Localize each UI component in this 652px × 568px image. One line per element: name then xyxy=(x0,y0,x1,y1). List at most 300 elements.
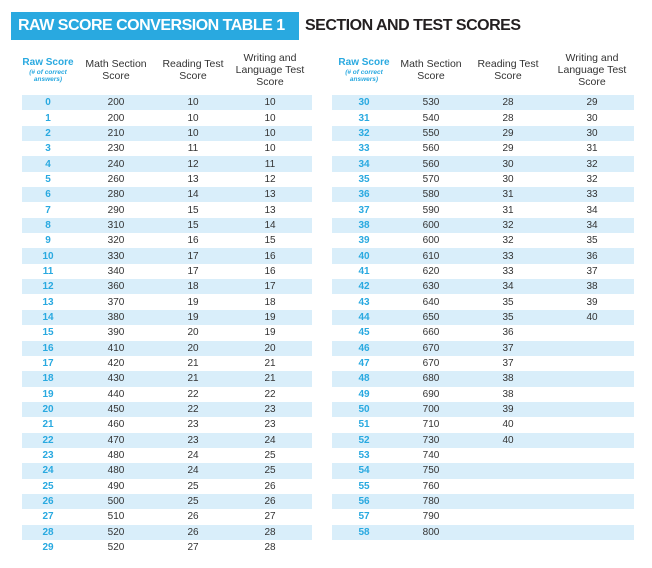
math-score-cell: 390 xyxy=(107,327,125,339)
reading-score-cell: 22 xyxy=(187,388,199,400)
raw-score-cell: 25 xyxy=(42,480,54,492)
table-row xyxy=(22,356,312,371)
table-row xyxy=(332,387,634,402)
math-score-cell: 370 xyxy=(107,296,125,308)
writing-score-cell: 32 xyxy=(586,173,598,185)
writing-score-cell xyxy=(550,463,634,478)
reading-score-cell: 34 xyxy=(466,279,550,294)
reading-score-cell: 31 xyxy=(466,187,550,202)
raw-score-cell: 39 xyxy=(358,235,370,247)
table-row xyxy=(22,479,312,494)
writing-score-cell xyxy=(550,509,634,524)
reading-score-cell: 37 xyxy=(502,358,514,370)
writing-score-cell: 30 xyxy=(586,112,598,124)
table-row xyxy=(332,494,634,509)
writing-score-cell: 34 xyxy=(550,218,634,233)
raw-score-cell: 14 xyxy=(22,310,74,325)
reading-score-cell: 15 xyxy=(187,204,199,216)
writing-score-cell xyxy=(550,356,634,371)
math-score-cell: 760 xyxy=(422,480,440,492)
table-row xyxy=(332,187,634,202)
raw-score-cell: 42 xyxy=(332,279,396,294)
table-row xyxy=(22,509,312,524)
raw-score-cell: 9 xyxy=(45,235,51,247)
reading-score-cell: 25 xyxy=(187,480,199,492)
table-row xyxy=(332,279,634,294)
raw-score-cell: 12 xyxy=(22,279,74,294)
reading-score-cell: 20 xyxy=(158,341,228,356)
math-score-cell: 310 xyxy=(74,218,158,233)
math-score-cell: 380 xyxy=(74,310,158,325)
math-score-cell: 260 xyxy=(107,173,125,185)
reading-score-cell xyxy=(466,448,550,463)
reading-score-cell: 28 xyxy=(466,95,550,110)
table-row xyxy=(332,448,634,463)
math-score-cell: 280 xyxy=(74,187,158,202)
writing-score-cell xyxy=(550,387,634,402)
writing-score-cell xyxy=(550,448,634,463)
raw-score-cell: 53 xyxy=(358,450,370,462)
writing-score-cell xyxy=(550,417,634,432)
reading-score-cell: 29 xyxy=(502,143,514,155)
reading-score-cell: 38 xyxy=(466,371,550,386)
writing-score-cell: 22 xyxy=(264,388,276,400)
writing-score-cell: 21 xyxy=(264,358,276,370)
writing-score-cell: 13 xyxy=(264,204,276,216)
raw-score-cell: 16 xyxy=(22,341,74,356)
writing-score-cell: 38 xyxy=(550,279,634,294)
table-row xyxy=(332,525,634,540)
math-score-cell: 640 xyxy=(422,296,440,308)
table-row xyxy=(332,371,634,386)
reading-score-cell: 35 xyxy=(466,310,550,325)
raw-score-cell: 22 xyxy=(22,433,74,448)
math-score-cell: 500 xyxy=(74,494,158,509)
raw-score-cell: 27 xyxy=(42,511,54,523)
reading-score-cell: 12 xyxy=(158,156,228,171)
math-score-cell: 610 xyxy=(396,248,466,263)
math-score-cell: 530 xyxy=(396,95,466,110)
table-row xyxy=(332,218,634,233)
reading-score-cell: 28 xyxy=(502,112,514,124)
reading-score-cell: 32 xyxy=(502,235,514,247)
raw-score-cell: 17 xyxy=(42,358,54,370)
reading-score-cell: 24 xyxy=(158,463,228,478)
table-subtitle: SECTION AND TEST SCORES xyxy=(305,17,521,34)
writing-score-cell xyxy=(550,341,634,356)
table-row xyxy=(332,463,634,478)
raw-score-cell: 29 xyxy=(42,542,54,554)
reading-score-cell: 10 xyxy=(158,126,228,141)
reading-score-cell: 33 xyxy=(502,265,514,277)
reading-score-cell: 11 xyxy=(187,143,199,155)
table-row xyxy=(332,479,634,494)
raw-score-cell: 48 xyxy=(332,371,396,386)
writing-score-cell: 25 xyxy=(264,450,276,462)
reading-score-cell: 19 xyxy=(187,296,199,308)
reading-score-cell: 30 xyxy=(502,173,514,185)
table-title: RAW SCORE CONVERSION TABLE 1 xyxy=(11,12,299,40)
reading-score-cell: 29 xyxy=(466,126,550,141)
table-row xyxy=(22,540,312,555)
writing-score-header: Writing and Language Test Score xyxy=(557,51,627,88)
table-row xyxy=(332,509,634,524)
math-score-cell: 790 xyxy=(422,511,440,523)
table-row xyxy=(332,341,634,356)
writing-score-cell xyxy=(550,525,634,540)
table-row xyxy=(332,233,634,248)
writing-score-cell: 31 xyxy=(586,143,598,155)
table-header-row xyxy=(332,44,634,95)
writing-score-cell: 10 xyxy=(264,143,276,155)
raw-score-cell: 45 xyxy=(358,327,370,339)
raw-score-cell: 51 xyxy=(358,419,370,431)
raw-score-cell: 15 xyxy=(42,327,54,339)
table-row xyxy=(22,279,312,294)
table-row xyxy=(22,463,312,478)
writing-score-cell: 15 xyxy=(264,235,276,247)
raw-score-cell: 50 xyxy=(332,402,396,417)
math-score-cell: 410 xyxy=(74,341,158,356)
reading-score-cell: 33 xyxy=(466,248,550,263)
math-score-cell: 580 xyxy=(396,187,466,202)
raw-score-cell: 40 xyxy=(332,248,396,263)
writing-score-cell: 32 xyxy=(550,156,634,171)
math-score-cell: 560 xyxy=(396,156,466,171)
reading-score-cell: 19 xyxy=(158,310,228,325)
writing-score-cell: 37 xyxy=(586,265,598,277)
math-score-cell: 550 xyxy=(396,126,466,141)
table-row xyxy=(332,402,634,417)
math-score-cell: 590 xyxy=(422,204,440,216)
table-row xyxy=(22,294,312,309)
reading-score-cell: 39 xyxy=(466,402,550,417)
writing-score-cell: 26 xyxy=(228,494,312,509)
raw-score-cell: 56 xyxy=(332,494,396,509)
reading-score-cell: 27 xyxy=(187,542,199,554)
raw-score-cell: 8 xyxy=(22,218,74,233)
raw-score-header-note: (# of correct answers) xyxy=(29,68,67,83)
writing-score-cell: 10 xyxy=(228,126,312,141)
reading-score-cell: 18 xyxy=(158,279,228,294)
math-score-cell: 570 xyxy=(422,173,440,185)
reading-score-cell: 31 xyxy=(502,204,514,216)
table-row xyxy=(332,156,634,171)
raw-score-cell: 43 xyxy=(358,296,370,308)
math-score-cell: 710 xyxy=(422,419,440,431)
writing-score-cell: 23 xyxy=(264,419,276,431)
reading-score-cell: 25 xyxy=(158,494,228,509)
math-score-cell: 600 xyxy=(422,235,440,247)
table-row xyxy=(22,387,312,402)
reading-score-cell: 26 xyxy=(187,511,199,523)
raw-score-cell: 49 xyxy=(358,388,370,400)
reading-score-header: Reading Test Score xyxy=(477,57,539,82)
table-row xyxy=(22,448,312,463)
reading-score-cell: 17 xyxy=(158,248,228,263)
writing-score-cell xyxy=(550,479,634,494)
reading-score-cell: 15 xyxy=(158,218,228,233)
table-row xyxy=(332,110,634,125)
conversion-table-right xyxy=(332,44,634,540)
math-score-cell: 780 xyxy=(396,494,466,509)
table-row xyxy=(22,202,312,217)
table-row xyxy=(22,126,312,141)
table-row xyxy=(22,172,312,187)
math-score-cell: 200 xyxy=(74,95,158,110)
raw-score-cell: 34 xyxy=(332,156,396,171)
math-score-header: Math Section Score xyxy=(400,57,462,82)
reading-score-cell: 24 xyxy=(187,450,199,462)
table-row xyxy=(22,402,312,417)
reading-score-cell: 10 xyxy=(158,95,228,110)
math-score-cell: 480 xyxy=(74,463,158,478)
raw-score-cell: 38 xyxy=(332,218,396,233)
reading-score-cell: 23 xyxy=(187,419,199,431)
math-score-cell: 450 xyxy=(74,402,158,417)
raw-score-cell: 24 xyxy=(22,463,74,478)
math-score-cell: 670 xyxy=(422,358,440,370)
math-score-cell: 210 xyxy=(74,126,158,141)
raw-score-cell: 2 xyxy=(22,126,74,141)
table-row xyxy=(332,202,634,217)
raw-score-cell: 26 xyxy=(22,494,74,509)
raw-score-cell: 4 xyxy=(22,156,74,171)
math-score-cell: 480 xyxy=(107,450,125,462)
reading-score-cell: 40 xyxy=(502,419,514,431)
writing-score-cell: 30 xyxy=(550,126,634,141)
table-row xyxy=(332,141,634,156)
raw-score-cell: 37 xyxy=(358,204,370,216)
raw-score-cell: 0 xyxy=(22,95,74,110)
raw-score-cell: 52 xyxy=(332,433,396,448)
writing-score-cell xyxy=(550,371,634,386)
raw-score-cell: 44 xyxy=(332,310,396,325)
math-score-cell: 540 xyxy=(422,112,440,124)
reading-score-cell xyxy=(466,494,550,509)
reading-score-cell: 21 xyxy=(187,358,199,370)
reading-score-cell xyxy=(466,509,550,524)
math-score-cell: 240 xyxy=(74,156,158,171)
raw-score-cell: 6 xyxy=(22,187,74,202)
math-score-cell: 340 xyxy=(107,265,125,277)
writing-score-cell: 40 xyxy=(550,310,634,325)
raw-score-cell: 1 xyxy=(45,112,51,124)
reading-score-cell: 32 xyxy=(466,218,550,233)
math-score-cell: 230 xyxy=(107,143,125,155)
table-row xyxy=(22,325,312,340)
math-score-cell: 730 xyxy=(396,433,466,448)
math-score-cell: 690 xyxy=(422,388,440,400)
raw-score-cell: 21 xyxy=(42,419,54,431)
table-header-row xyxy=(22,44,312,95)
raw-score-cell: 57 xyxy=(358,511,370,523)
math-score-cell: 290 xyxy=(107,204,125,216)
raw-score-cell: 13 xyxy=(42,296,54,308)
reading-score-cell: 26 xyxy=(158,525,228,540)
writing-score-cell: 21 xyxy=(228,371,312,386)
reading-score-cell: 30 xyxy=(466,156,550,171)
raw-score-cell: 19 xyxy=(42,388,54,400)
math-score-cell: 360 xyxy=(74,279,158,294)
table-row xyxy=(22,310,312,325)
math-score-cell: 200 xyxy=(107,112,125,124)
math-score-cell: 320 xyxy=(107,235,125,247)
math-score-cell: 440 xyxy=(107,388,125,400)
reading-score-cell: 38 xyxy=(502,388,514,400)
raw-score-header xyxy=(332,44,396,95)
writing-score-cell: 16 xyxy=(264,265,276,277)
writing-score-cell: 12 xyxy=(264,173,276,185)
writing-score-cell: 23 xyxy=(228,402,312,417)
math-score-cell: 660 xyxy=(422,327,440,339)
math-score-cell: 700 xyxy=(396,402,466,417)
reading-score-cell: 16 xyxy=(187,235,199,247)
reading-score-header: Reading Test Score xyxy=(162,57,224,82)
reading-score-cell xyxy=(466,463,550,478)
reading-score-cell: 17 xyxy=(187,265,199,277)
math-score-cell: 560 xyxy=(422,143,440,155)
table-row xyxy=(22,494,312,509)
writing-score-cell: 35 xyxy=(586,235,598,247)
writing-score-cell: 14 xyxy=(228,218,312,233)
math-score-cell: 800 xyxy=(396,525,466,540)
reading-score-cell: 35 xyxy=(502,296,514,308)
raw-score-header-note: (# of correct answers) xyxy=(345,68,383,83)
raw-score-cell: 5 xyxy=(45,173,51,185)
raw-score-cell: 18 xyxy=(22,371,74,386)
table-row xyxy=(22,341,312,356)
table-row xyxy=(22,187,312,202)
writing-score-cell: 18 xyxy=(264,296,276,308)
table-row xyxy=(332,325,634,340)
writing-score-cell: 10 xyxy=(264,112,276,124)
table-row xyxy=(22,264,312,279)
reading-score-cell: 14 xyxy=(158,187,228,202)
writing-score-cell: 39 xyxy=(586,296,598,308)
raw-score-cell: 30 xyxy=(332,95,396,110)
raw-score-cell: 41 xyxy=(358,265,370,277)
raw-score-cell: 20 xyxy=(22,402,74,417)
reading-score-cell: 22 xyxy=(158,402,228,417)
table-row xyxy=(22,433,312,448)
writing-score-header: Writing and Language Test Score xyxy=(235,51,305,88)
math-score-cell: 430 xyxy=(74,371,158,386)
writing-score-cell xyxy=(550,325,634,340)
table-row xyxy=(332,264,634,279)
raw-score-header-label: Raw Score xyxy=(338,56,390,68)
table-row xyxy=(332,95,634,110)
writing-score-cell xyxy=(550,433,634,448)
writing-score-cell: 28 xyxy=(264,542,276,554)
raw-score-cell: 7 xyxy=(45,204,51,216)
writing-score-cell: 24 xyxy=(228,433,312,448)
raw-score-cell: 46 xyxy=(332,341,396,356)
writing-score-cell: 19 xyxy=(228,310,312,325)
table-row xyxy=(22,141,312,156)
raw-score-header-label: Raw Score xyxy=(22,56,74,68)
math-score-cell: 520 xyxy=(107,542,125,554)
math-score-cell: 670 xyxy=(396,341,466,356)
table-row xyxy=(332,433,634,448)
writing-score-cell: 20 xyxy=(228,341,312,356)
table-row xyxy=(332,248,634,263)
raw-score-cell: 47 xyxy=(358,358,370,370)
table-row xyxy=(22,525,312,540)
raw-score-cell: 32 xyxy=(332,126,396,141)
raw-score-cell: 33 xyxy=(358,143,370,155)
raw-score-cell: 35 xyxy=(358,173,370,185)
conversion-table-left xyxy=(22,44,312,555)
writing-score-cell: 27 xyxy=(264,511,276,523)
table-row xyxy=(332,310,634,325)
writing-score-cell: 33 xyxy=(550,187,634,202)
writing-score-cell xyxy=(550,402,634,417)
math-score-cell: 740 xyxy=(422,450,440,462)
writing-score-cell: 34 xyxy=(586,204,598,216)
writing-score-cell: 36 xyxy=(550,248,634,263)
table-row xyxy=(332,126,634,141)
raw-score-cell: 31 xyxy=(358,112,370,124)
raw-score-cell: 36 xyxy=(332,187,396,202)
writing-score-cell: 16 xyxy=(228,248,312,263)
raw-score-cell: 23 xyxy=(42,450,54,462)
math-score-cell: 750 xyxy=(396,463,466,478)
reading-score-cell: 40 xyxy=(466,433,550,448)
math-score-cell: 620 xyxy=(422,265,440,277)
raw-score-cell: 3 xyxy=(45,143,51,155)
writing-score-cell: 19 xyxy=(264,327,276,339)
table-row xyxy=(22,371,312,386)
reading-score-cell: 20 xyxy=(187,327,199,339)
math-score-cell: 630 xyxy=(396,279,466,294)
math-score-cell: 520 xyxy=(74,525,158,540)
writing-score-cell: 10 xyxy=(228,95,312,110)
reading-score-cell: 21 xyxy=(158,371,228,386)
reading-score-cell: 36 xyxy=(502,327,514,339)
raw-score-cell: 54 xyxy=(332,463,396,478)
reading-score-cell: 13 xyxy=(187,173,199,185)
raw-score-cell: 55 xyxy=(358,480,370,492)
table-row xyxy=(22,95,312,110)
table-row xyxy=(22,233,312,248)
math-score-cell: 650 xyxy=(396,310,466,325)
math-score-cell: 470 xyxy=(74,433,158,448)
writing-score-cell: 13 xyxy=(228,187,312,202)
table-row xyxy=(332,356,634,371)
reading-score-cell: 37 xyxy=(466,341,550,356)
reading-score-cell: 10 xyxy=(187,112,199,124)
math-score-cell: 680 xyxy=(396,371,466,386)
math-score-header: Math Section Score xyxy=(85,57,147,82)
table-row xyxy=(332,294,634,309)
table-row xyxy=(22,110,312,125)
raw-score-cell: 10 xyxy=(22,248,74,263)
raw-score-header xyxy=(22,44,74,95)
reading-score-cell xyxy=(466,479,550,494)
reading-score-cell xyxy=(466,525,550,540)
table-row xyxy=(332,417,634,432)
writing-score-cell: 28 xyxy=(228,525,312,540)
writing-score-cell: 29 xyxy=(550,95,634,110)
raw-score-cell: 58 xyxy=(332,525,396,540)
writing-score-cell xyxy=(550,494,634,509)
table-row xyxy=(332,172,634,187)
table-row xyxy=(22,417,312,432)
math-score-cell: 490 xyxy=(107,480,125,492)
math-score-cell: 600 xyxy=(396,218,466,233)
math-score-cell: 510 xyxy=(107,511,125,523)
